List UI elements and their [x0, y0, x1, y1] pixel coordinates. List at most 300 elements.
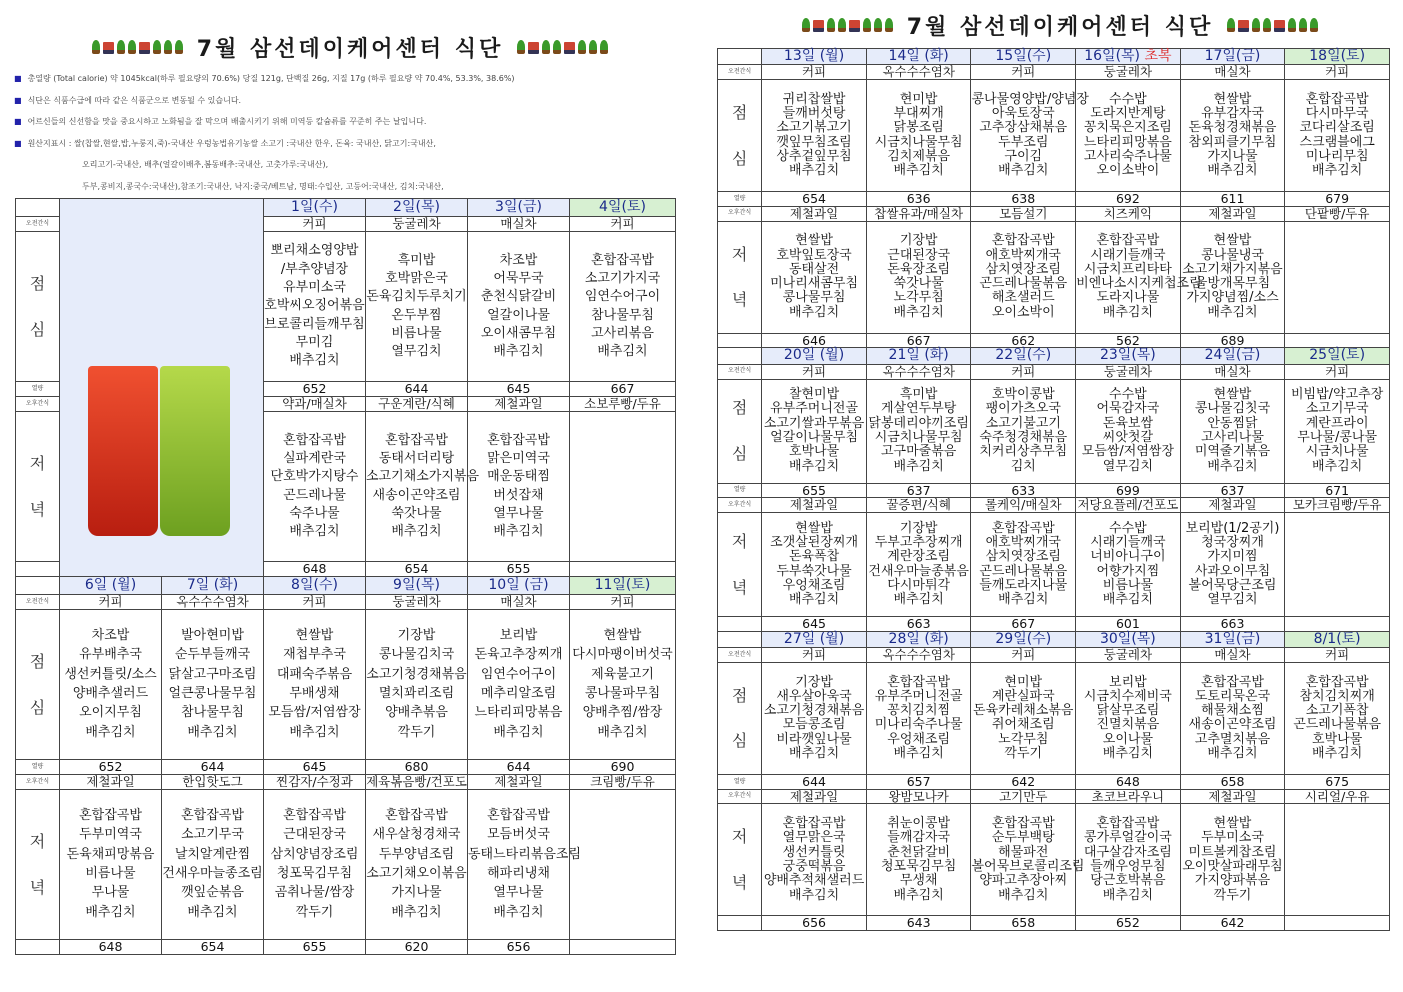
menu-item: 열무김치 — [1207, 592, 1258, 608]
lunch-cell — [971, 662, 1076, 774]
date-header: 23일(목) — [1076, 348, 1181, 364]
label-char: 저 — [731, 827, 748, 847]
menu-item: 동태서더리탕 — [378, 450, 455, 466]
menu-item: 돈육고추장찌개 — [474, 647, 563, 663]
afternoon-snack-cell: 제철과일 — [1180, 498, 1285, 513]
menu-item: 임연수어구이 — [480, 666, 557, 682]
menu-item: 배추김치 — [289, 353, 340, 369]
dinner-cell — [1285, 221, 1390, 333]
menu-item: 애호박찌개국 — [985, 247, 1061, 263]
menu-item: 모듬콩조림 — [782, 717, 846, 733]
menu-item: 돈육카레채소볶음 — [973, 703, 1074, 719]
menu-item: 배추김치 — [998, 163, 1049, 179]
menu-item: 혼합잡곡밥 — [181, 808, 244, 824]
morning-snack-cell: 커피 — [971, 364, 1076, 379]
lunch-cell — [570, 610, 676, 760]
label-char: 점 — [731, 103, 748, 123]
menu-item: 양파고추장아찌 — [979, 873, 1068, 889]
menu-item: 제육불고기 — [591, 666, 654, 682]
lunch-label — [718, 379, 762, 483]
afternoon-snack-cell: 구운계란/식혜 — [366, 397, 468, 412]
dinner-cell — [468, 412, 570, 562]
morning-snack-cell: 매실차 — [1180, 648, 1285, 663]
note-line: ■ 원산지표시 : 쌀(찹쌀,현쌀,밥,누룽지,죽)-국내산 우렁농법유기농쌀 소고기 :국내산 한우, 돈육: 국내산, 닭고기:국내산, — [14, 138, 436, 148]
menu-item: 노각무침 — [893, 290, 944, 306]
kcal-cell: 638 — [971, 192, 1076, 207]
morning-snack-label: 오전간식 — [718, 65, 762, 80]
morning-snack-cell: 커피 — [762, 364, 867, 379]
menu-item: 느타리피망볶음 — [1083, 134, 1172, 150]
menu-item: 배추김치 — [85, 904, 136, 920]
menu-item: /부추양념장 — [280, 261, 349, 277]
menu-item: 혼합잡곡밥 — [1305, 674, 1369, 690]
kcal-cell: 667 — [570, 382, 676, 397]
afternoon-snack-cell: 제철과일 — [468, 775, 570, 790]
menu-item: 양배추볶음 — [385, 705, 448, 721]
menu-item: 혼합잡곡밥 — [991, 520, 1055, 536]
left-page — [0, 0, 690, 992]
menu-item: 호박맑은국 — [385, 270, 448, 286]
afternoon-snack-cell: 찐감자/수정과 — [264, 775, 366, 790]
label-char: 점 — [731, 398, 748, 418]
kcal-cell: 648 — [1076, 774, 1181, 789]
lunch-cell — [1076, 379, 1181, 483]
kcal-cell — [1285, 916, 1390, 931]
menu-item: 두부양념조림 — [378, 846, 455, 862]
menu-item: 곤드레나물볶음 — [1293, 717, 1382, 733]
menu-item: 들깨우엉무침 — [1090, 858, 1166, 874]
label-char: 녁 — [29, 499, 46, 519]
menu-item: 쑥갓나물 — [391, 505, 442, 521]
menu-item: 소고기무국 — [1305, 401, 1369, 417]
kcal-cell: 656 — [762, 916, 867, 931]
kcal-cell: 655 — [468, 562, 570, 577]
menu-item: 쑥갓나물 — [893, 276, 944, 292]
menu-item: 뽀리채소영양밥 — [270, 243, 359, 259]
menu-item: 배추김치 — [289, 724, 340, 740]
menu-item: 무미김 — [295, 334, 334, 350]
menu-item: 날치알계란찜 — [174, 846, 251, 862]
menu-item: 소고기쌀과무볶음 — [763, 415, 865, 431]
kcal-cell: 646 — [762, 333, 867, 348]
tree-decoration-icon — [802, 18, 893, 32]
menu-item: 청포묵김무침 — [276, 866, 353, 881]
menu-item: 두부쑥갓나물 — [776, 563, 852, 579]
menu-item: 꽁치묵은지조림 — [1083, 120, 1172, 136]
menu-item: 비라깻잎나물 — [776, 731, 852, 747]
label-char: 심 — [731, 444, 748, 464]
lunch-cell — [366, 232, 468, 382]
menu-item: 배추김치 — [391, 904, 442, 920]
date-header: 1일(수) — [264, 199, 366, 217]
menu-item: 단호박가지탕수 — [270, 469, 359, 485]
dinner-cell — [366, 412, 480, 562]
menu-item: 다시마무국 — [1305, 106, 1369, 122]
label-char: 녁 — [731, 290, 748, 310]
afternoon-snack-cell: 왕밤모나카 — [866, 789, 971, 804]
nutrition-notes — [14, 74, 674, 204]
menu-item: 새우살청경채국 — [372, 827, 461, 843]
morning-snack-cell: 커피 — [60, 595, 162, 610]
morning-snack-label: 오전간식 — [16, 217, 60, 232]
menu-item: 콩나물무침 — [782, 290, 846, 306]
dinner-cell — [468, 790, 582, 940]
menu-item: 가지미찜 — [1207, 549, 1258, 565]
date-header: 17일(금) — [1180, 49, 1285, 65]
menu-item: 춘천닭갈비 — [887, 844, 951, 860]
menu-item: 소고기채소가지볶음 — [366, 469, 480, 485]
menu-item: 현쌀밥 — [795, 520, 833, 536]
dinner-cell — [1180, 221, 1285, 333]
kcal-cell: 658 — [971, 916, 1076, 931]
afternoon-snack-label: 오후간식 — [16, 775, 60, 790]
left-title-banner — [30, 30, 670, 64]
menu-item: 배추김치 — [998, 592, 1049, 608]
menu-item: 고사리나물 — [1201, 430, 1264, 446]
menu-item: 오이맛살파래무침 — [1182, 858, 1283, 874]
kcal-cell: 652 — [264, 382, 366, 397]
note-line: 두부,콩비지,콩국수:국내산),참조기:국내산, 낙지:중국/베트남, 명태:수입산, 고등어:국내산, 김치:국내산, — [82, 181, 444, 191]
kcal-cell: 689 — [1180, 333, 1285, 348]
menu-item: 혼합잡곡밥 — [782, 816, 846, 832]
menu-item: 계란프라이 — [1305, 415, 1369, 431]
date-header: 31일(금) — [1180, 631, 1285, 647]
kcal-cell: 620 — [366, 940, 468, 955]
menu-item: 메추리알조림 — [480, 686, 557, 701]
afternoon-snack-cell: 모듬설기 — [971, 206, 1076, 221]
afternoon-snack-cell: 제철과일 — [762, 789, 867, 804]
lunch-cell — [866, 662, 971, 774]
menu-item: 오이소박이 — [991, 304, 1055, 320]
menu-item: 아욱토장국 — [991, 106, 1055, 122]
menu-item: 소고기폭찹 — [1305, 703, 1369, 719]
kcal-cell: 645 — [264, 760, 366, 775]
menu-item: 혼합잡곡밥 — [79, 808, 142, 824]
menu-item: 고구마줄볶음 — [880, 444, 957, 460]
lunch-cell — [1180, 662, 1285, 774]
menu-item: 코다리살조림 — [1299, 120, 1375, 136]
menu-item: 배추김치 — [893, 592, 944, 608]
lunch-cell — [1285, 662, 1390, 774]
dinner-cell — [1076, 221, 1202, 333]
kcal-cell: 699 — [1076, 483, 1181, 498]
kcal-cell: 692 — [1076, 192, 1181, 207]
kcal-cell — [1285, 333, 1390, 348]
menu-item: 다시마튀각 — [887, 577, 951, 593]
menu-item: 다시마팽이버섯국 — [572, 647, 673, 663]
kcal-label: 열량 — [718, 483, 762, 498]
kcal-cell: 645 — [762, 617, 867, 632]
morning-snack-cell: 옥수수수염차 — [866, 364, 971, 379]
menu-item: 건새우마늘종볶음 — [868, 563, 969, 579]
menu-item: 양배추찜/쌈장 — [582, 705, 663, 721]
menu-item: 배추김치 — [1102, 592, 1153, 608]
label-char: 점 — [731, 685, 748, 705]
afternoon-snack-cell: 저당요플레/건포도 — [1077, 497, 1179, 513]
morning-snack-cell: 둥굴레차 — [1076, 364, 1181, 379]
menu-item: 참나물무침 — [181, 705, 244, 721]
menu-item: 혼합잡곡밥 — [887, 674, 951, 690]
menu-item: 무나물/콩나물 — [1297, 430, 1378, 446]
menu-item: 돈육장조림 — [887, 261, 951, 277]
morning-snack-cell: 둥굴레차 — [366, 217, 468, 232]
menu-table-left — [15, 198, 676, 955]
morning-snack-cell: 매실차 — [468, 595, 570, 610]
date-header: 21일 (화) — [866, 348, 971, 364]
date-header: 13일 (월) — [762, 49, 867, 65]
menu-item: 생선커틀릿 — [782, 844, 846, 860]
kcal-cell: 648 — [60, 940, 162, 955]
menu-item: 배추김치 — [187, 724, 238, 740]
menu-item: 기장밥 — [899, 520, 938, 536]
menu-item: 해물채소찜 — [1201, 703, 1264, 719]
date-header: 28일 (화) — [866, 631, 971, 647]
lunch-cell — [971, 379, 1076, 483]
kcal-cell: 654 — [366, 562, 468, 577]
menu-item: 현미밥 — [899, 91, 938, 107]
afternoon-snack-cell: 꿀증편/식혜 — [866, 498, 971, 513]
menu-item: 소고기볶고기 — [776, 120, 852, 136]
menu-item: 호박이콩밥 — [991, 387, 1055, 403]
menu-item: 콩가루얼갈이국 — [1083, 830, 1172, 846]
menu-item: 발아현미밥 — [181, 628, 244, 644]
corner-cell — [718, 49, 762, 65]
kcal-cell: 667 — [866, 333, 971, 348]
dinner-cell — [1180, 804, 1285, 916]
afternoon-snack-label: 오후간식 — [16, 397, 60, 412]
date-header: 11일(토) — [570, 577, 676, 595]
dinner-cell — [1076, 513, 1181, 617]
menu-item: 차조밥 — [91, 628, 130, 644]
menu-item: 얼큰콩나물무침 — [168, 686, 257, 701]
menu-item: 해파리냉채 — [487, 866, 550, 881]
morning-snack-cell: 커피 — [971, 65, 1076, 80]
menu-item: 숙주청경채볶음 — [979, 430, 1068, 446]
menu-item: 배추김치 — [1207, 304, 1258, 320]
dinner-cell — [1285, 804, 1390, 916]
afternoon-snack-cell: 제철과일 — [60, 775, 162, 790]
menu-item: 삼치엿장조림 — [985, 549, 1061, 565]
menu-item: 혼합잡곡밥 — [385, 808, 448, 824]
date-header: 2일(목) — [366, 199, 468, 217]
menu-item: 구이김 — [1004, 148, 1043, 164]
dinner-cell — [1285, 513, 1390, 617]
kcal-cell: 642 — [971, 774, 1076, 789]
menu-item: 해물파전 — [998, 844, 1049, 860]
menu-item: 배추김치 — [1102, 304, 1153, 320]
menu-item: 흑미밥 — [397, 252, 436, 268]
kcal-label — [718, 916, 762, 931]
menu-item: 혼합잡곡밥 — [385, 432, 448, 448]
menu-item: 콩나물김치국 — [378, 647, 455, 663]
menu-item: 혼합잡곡밥 — [487, 808, 550, 824]
tree-decoration-icon — [1227, 18, 1318, 32]
menu-item: 콩나물영양밥/양념장 — [971, 91, 1089, 107]
menu-item: 임연수어구이 — [584, 289, 661, 305]
lunch-cell — [1076, 662, 1181, 774]
morning-snack-cell: 매실차 — [1180, 65, 1285, 80]
kcal-cell: 642 — [1180, 916, 1285, 931]
date-header: 29일(수) — [971, 631, 1076, 647]
morning-snack-cell: 커피 — [570, 595, 676, 610]
menu-item: 진멸치볶음 — [1096, 717, 1160, 733]
menu-item: 온두부찜 — [391, 307, 442, 323]
menu-item: 돈육김치두루치기 — [366, 289, 467, 305]
menu-item: 게살연두부탕 — [880, 401, 957, 417]
dinner-label — [718, 221, 762, 333]
menu-item: 배추김치 — [85, 724, 136, 740]
menu-item: 시금치나물 — [1305, 444, 1369, 460]
date-header: 16일(목) 초복 — [1076, 49, 1181, 65]
menu-item: 소고기청경채볶음 — [763, 703, 865, 719]
menu-item: 배추김치 — [893, 887, 944, 903]
morning-snack-cell: 커피 — [264, 595, 366, 610]
menu-item: 취눈이콩밥 — [887, 816, 951, 832]
menu-item: 배추김치 — [493, 344, 544, 360]
menu-item: 김치 — [1010, 458, 1036, 474]
menu-item: 오이소박이 — [1096, 163, 1160, 179]
label-char: 저 — [731, 531, 748, 551]
kcal-cell: 662 — [971, 333, 1076, 348]
menu-item: 혼합잡곡밥 — [1201, 674, 1264, 690]
dinner-cell — [762, 513, 867, 617]
menu-item: 배추김치 — [893, 746, 944, 762]
lunch-cell — [162, 610, 264, 760]
kcal-cell: 654 — [762, 192, 867, 207]
menu-item: 새송이곤약조림 — [372, 487, 461, 503]
menu-item: 기장밥 — [795, 674, 833, 690]
menu-item: 무나물 — [91, 885, 130, 901]
menu-item: 근대된장국 — [887, 247, 951, 263]
label-char: 심 — [731, 148, 748, 168]
label-char: 녁 — [731, 872, 748, 892]
menu-item: 배추김치 — [1207, 163, 1258, 179]
note-line: ■ 총열량 (Total calorie) 약 1045kcal(하루 필요량의 70.6%) 당질 121g, 단백질 26g, 지질 17g (하루 필요량 약 70.4%, 53.3%, 38.6%) — [14, 74, 515, 83]
lunch-cell — [468, 232, 570, 382]
menu-item: 열무김치 — [391, 344, 442, 360]
kcal-cell: 562 — [1076, 333, 1181, 348]
menu-item: 기장밥 — [899, 233, 938, 249]
menu-item: 배추김치 — [893, 304, 944, 320]
menu-item: 우엉채조림 — [782, 577, 846, 593]
kcal-cell — [570, 940, 676, 955]
afternoon-snack-cell: 롤케익/매실차 — [971, 498, 1076, 513]
date-header: 25일(토) — [1285, 348, 1390, 364]
date-header: 14일 (화) — [866, 49, 971, 65]
menu-item: 어향가지찜 — [1096, 563, 1160, 579]
menu-item: 닭살무조림 — [1096, 703, 1160, 719]
afternoon-snack-cell: 단팥빵/두유 — [1285, 206, 1390, 221]
menu-item: 배추김치 — [289, 524, 340, 540]
morning-snack-cell: 커피 — [1285, 364, 1390, 379]
menu-item: 유부배추국 — [79, 647, 142, 663]
label-char: 심 — [29, 319, 46, 339]
menu-item: 흑미밥 — [899, 387, 938, 403]
menu-item: 배추김치 — [1312, 458, 1363, 474]
morning-snack-cell: 매실차 — [468, 217, 570, 232]
menu-item: 두부미소국 — [1201, 830, 1264, 846]
menu-item: 씨앗첫갈 — [1102, 430, 1153, 446]
menu-item: 양배추샐러드 — [72, 686, 149, 701]
lunch-cell — [866, 80, 971, 192]
kcal-cell: 644 — [162, 760, 264, 775]
afternoon-snack-cell: 초코브라우니 — [1076, 789, 1181, 804]
morning-snack-cell: 둥굴레차 — [1076, 65, 1181, 80]
menu-item: 소고기채오이볶음 — [366, 866, 467, 881]
afternoon-snack-cell: 모카크림빵/두유 — [1285, 498, 1390, 513]
menu-item: 치커리상추무침 — [979, 444, 1068, 460]
menu-table-right — [717, 48, 1390, 931]
menu-item: 꽁치김치찜 — [887, 703, 951, 719]
menu-item: 배추김치 — [493, 724, 544, 740]
date-header: 10일 (금) — [468, 577, 570, 595]
date-header: 6일 (월) — [60, 577, 162, 595]
morning-snack-cell: 커피 — [1285, 65, 1390, 80]
menu-item: 배추김치 — [788, 163, 840, 179]
menu-item: 매운동태찜 — [487, 469, 550, 485]
label-char: 점 — [29, 273, 46, 293]
morning-snack-label: 오전간식 — [16, 595, 60, 610]
menu-item: 혼합잡곡밥 — [1096, 816, 1160, 832]
afternoon-snack-cell: 고기만두 — [971, 789, 1076, 804]
dinner-cell — [570, 412, 676, 562]
page-title: 7월 삼선데이케어센터 식단 — [196, 36, 504, 62]
lunch-cell — [762, 80, 867, 192]
menu-item: 배추김치 — [493, 904, 544, 920]
kcal-cell: 679 — [1285, 192, 1390, 207]
morning-snack-cell: 매실차 — [1180, 364, 1285, 379]
menu-item: 우엉채조림 — [887, 731, 951, 747]
kcal-cell: 675 — [1285, 774, 1390, 789]
menu-item: 혼합잡곡밥 — [991, 233, 1055, 249]
morning-snack-cell: 커피 — [971, 648, 1076, 663]
menu-item: 유부주머니전골 — [770, 401, 858, 417]
menu-item: 닭살고구마조림 — [168, 666, 257, 682]
morning-snack-cell: 옥수수수염차 — [866, 65, 971, 80]
kcal-cell — [570, 562, 676, 577]
menu-item: 수수밥 — [1109, 387, 1147, 403]
lunch-cell — [1285, 80, 1390, 192]
menu-item: 열무김치 — [1102, 458, 1153, 474]
menu-item: 콩나물냉국 — [1201, 247, 1264, 263]
menu-item: 혼합잡곡밥 — [991, 816, 1055, 832]
lunch-cell — [762, 662, 867, 774]
menu-item: 혼합잡곡밥 — [283, 808, 346, 824]
menu-item: 도라지나물 — [1096, 290, 1160, 306]
menu-item: 호박잎토장국 — [776, 247, 852, 263]
menu-item: 닭봉조림 — [893, 120, 944, 136]
menu-item: 호박씨오징어볶음 — [264, 298, 365, 314]
afternoon-snack-label: 오후간식 — [718, 498, 762, 513]
kcal-label: 열량 — [718, 774, 762, 789]
menu-item: 애호박찌개국 — [985, 534, 1061, 550]
afternoon-snack-cell: 시리얼/우유 — [1285, 789, 1390, 804]
menu-item: 기장밥 — [397, 628, 436, 644]
menu-item: 도라지반계탕 — [1090, 106, 1166, 122]
menu-item: 유부감자국 — [1201, 106, 1264, 122]
note-line: 오리고기-국내산, 배추(얼갈이배추,봄동배추:국내산, 고춧가루:국내산), — [82, 160, 329, 170]
menu-item: 배추김치 — [1312, 746, 1363, 762]
menu-item: 깍두기 — [397, 724, 436, 740]
dinner-cell — [264, 790, 366, 940]
menu-item: 두부미역국 — [79, 827, 142, 843]
menu-item: 현쌀밥 — [603, 628, 642, 644]
menu-item: 삼치엿장조림 — [985, 261, 1061, 277]
menu-item: 차조밥 — [499, 252, 538, 268]
date-header: 20일 (월) — [762, 348, 867, 364]
menu-item: 배추김치 — [391, 524, 442, 540]
menu-item: 무배생채 — [289, 686, 340, 701]
